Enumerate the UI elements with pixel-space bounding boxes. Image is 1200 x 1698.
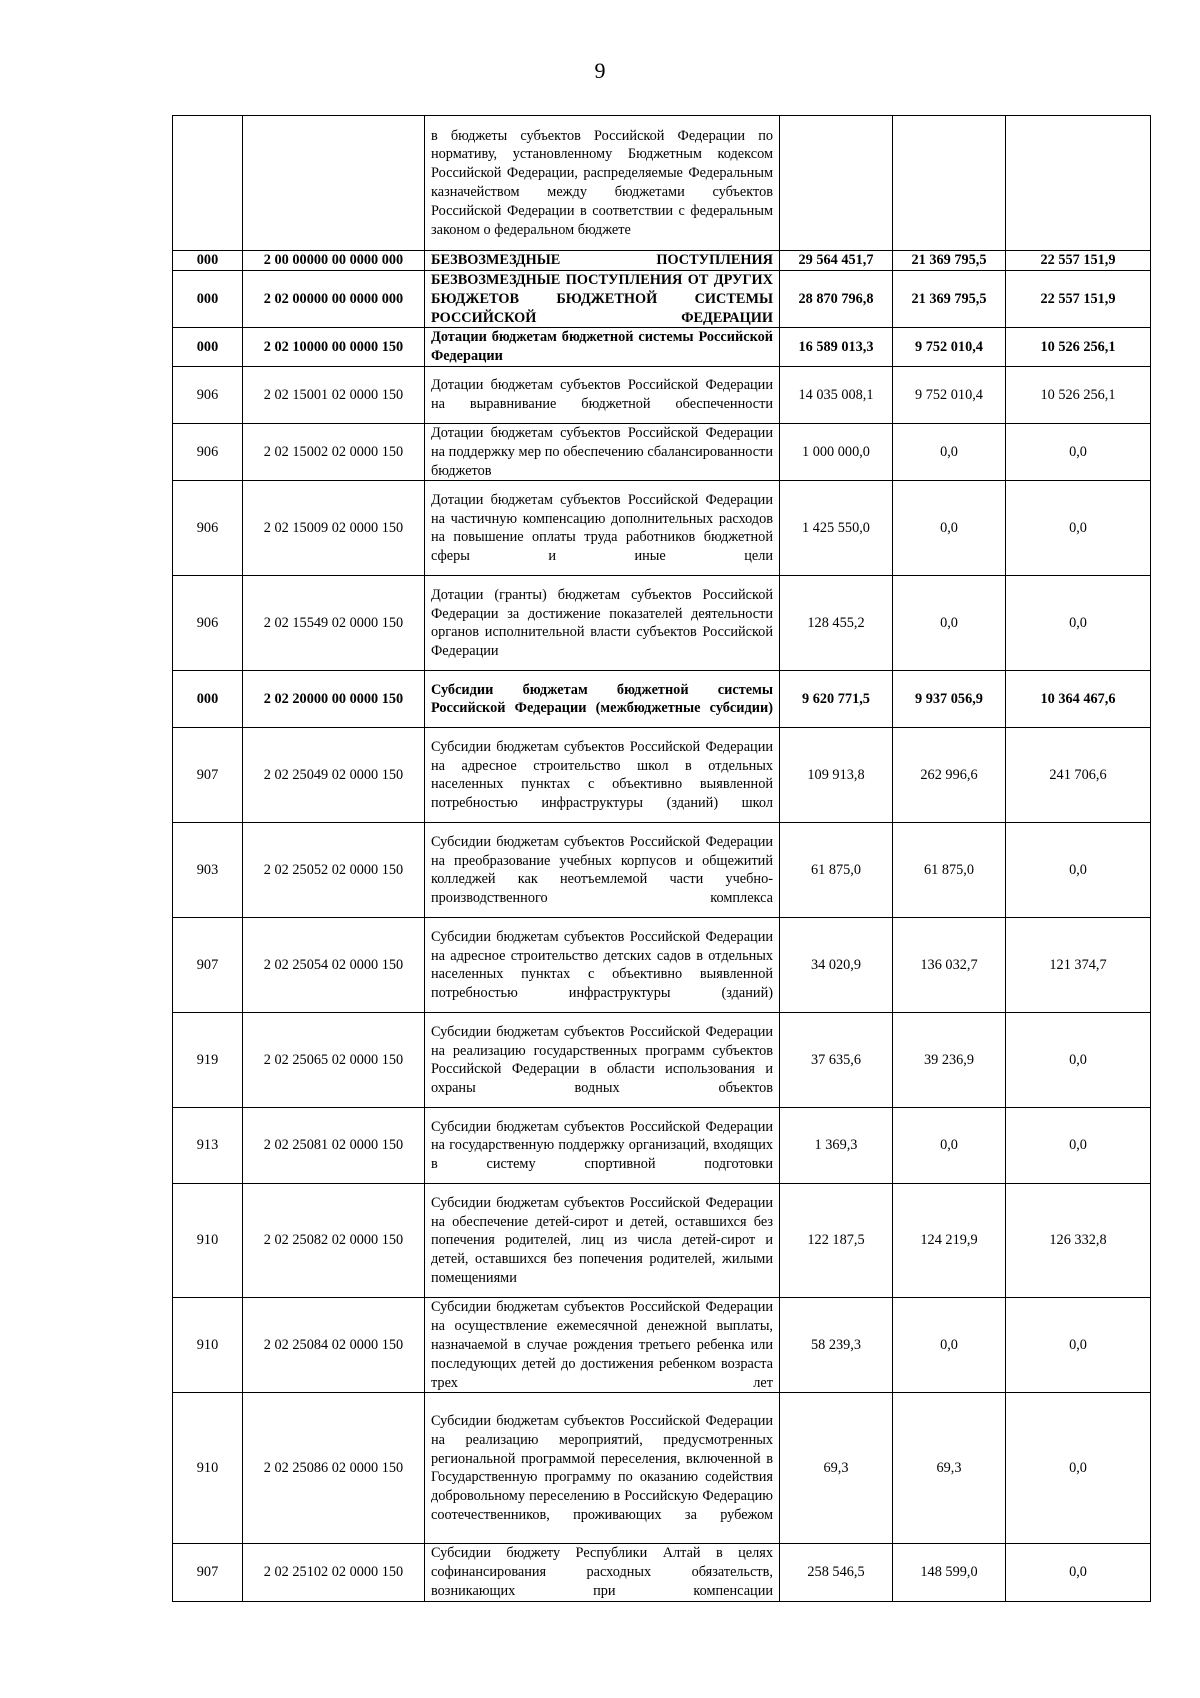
amount-year1-cell: 69,3 [780,1393,893,1544]
amount-year2-cell: 69,3 [893,1393,1006,1544]
amount-year3-cell [1006,116,1151,251]
revenue-name-cell: Субсидии бюджетам субъектов Российской Федерации на адресное строительство школ в отдельных населенных пунктах с объективно выявленной потребностью инфраструктуры (зданий) школ [425,728,780,823]
admin-code-cell: 910 [173,1184,243,1298]
revenue-name-cell: Субсидии бюджету Республики Алтай в целях софинансирования расходных обязательств, возникающих при компенсации [425,1544,780,1601]
amount-year1-cell: 34 020,9 [780,918,893,1013]
amount-year3-cell: 121 374,7 [1006,918,1151,1013]
admin-code-cell: 913 [173,1108,243,1184]
amount-year1-cell: 109 913,8 [780,728,893,823]
table-row [173,251,1151,271]
amount-year2-cell: 21 369 795,5 [893,251,1006,271]
table-row [173,271,1151,328]
amount-year1-cell: 58 239,3 [780,1298,893,1393]
classification-code-cell: 2 02 15002 02 0000 150 [243,423,425,480]
admin-code-cell: 906 [173,366,243,423]
table-row [173,1108,1151,1184]
revenue-name-cell: Субсидии бюджетам субъектов Российской Федерации на адресное строительство детских садов в отдельных населенных пунктах с объективно выявленной потребностью инфраструктуры (зданий) [425,918,780,1013]
classification-code-cell [243,116,425,251]
revenue-name-cell: БЕЗВОЗМЕЗДНЫЕ ПОСТУПЛЕНИЯ ОТ ДРУГИХ БЮДЖЕТОВ БЮДЖЕТНОЙ СИСТЕМЫ РОССИЙСКОЙ ФЕДЕРАЦИИ [425,271,780,328]
admin-code-cell: 907 [173,728,243,823]
amount-year1-cell: 29 564 451,7 [780,251,893,271]
amount-year2-cell: 0,0 [893,576,1006,671]
revenue-name-cell: Субсидии бюджетам субъектов Российской Федерации на преобразование учебных корпусов и общежитий колледжей как неотъемлемой части учебно-производственного комплекса [425,823,780,918]
classification-code-cell: 2 02 25049 02 0000 150 [243,728,425,823]
amount-year1-cell: 16 589 013,3 [780,328,893,367]
table-row [173,116,1151,251]
admin-code-cell: 903 [173,823,243,918]
table-row [173,328,1151,367]
amount-year2-cell: 21 369 795,5 [893,271,1006,328]
revenue-name-cell: Субсидии бюджетам субъектов Российской Федерации на обеспечение детей-сирот и детей, оставшихся без попечения родителей, лиц из числа детей-сирот и детей, оставшихся без попечения родителей, жилыми помещениями [425,1184,780,1298]
revenue-name-cell: Субсидии бюджетам субъектов Российской Федерации на осуществление ежемесячной денежной выплаты, назначаемой в случае рождения третьего ребенка или последующих детей до достижения ребенком возраста трех лет [425,1298,780,1393]
admin-code-cell: 000 [173,271,243,328]
classification-code-cell: 2 02 25081 02 0000 150 [243,1108,425,1184]
revenue-name-cell: Дотации (гранты) бюджетам субъектов Российской Федерации за достижение показателей деятельности органов исполнительной власти субъектов Российской Федерации [425,576,780,671]
amount-year1-cell: 61 875,0 [780,823,893,918]
classification-code-cell: 2 02 00000 00 0000 000 [243,271,425,328]
amount-year2-cell: 39 236,9 [893,1013,1006,1108]
amount-year1-cell: 258 546,5 [780,1544,893,1601]
amount-year3-cell: 22 557 151,9 [1006,251,1151,271]
amount-year3-cell: 0,0 [1006,576,1151,671]
amount-year2-cell: 124 219,9 [893,1184,1006,1298]
table-row [173,423,1151,480]
table-row [173,1298,1151,1393]
amount-year3-cell: 10 526 256,1 [1006,366,1151,423]
revenue-name-cell: Дотации бюджетам субъектов Российской Федерации на выравнивание бюджетной обеспеченности [425,366,780,423]
table-row [173,918,1151,1013]
table-row [173,1184,1151,1298]
admin-code-cell: 907 [173,1544,243,1601]
classification-code-cell: 2 02 15001 02 0000 150 [243,366,425,423]
amount-year2-cell: 0,0 [893,423,1006,480]
admin-code-cell: 906 [173,423,243,480]
page-number: 9 [594,58,606,83]
amount-year2-cell: 0,0 [893,1108,1006,1184]
amount-year2-cell: 262 996,6 [893,728,1006,823]
admin-code-cell: 919 [173,1013,243,1108]
table-row [173,1544,1151,1601]
table-body [173,116,1151,1602]
classification-code-cell: 2 02 25082 02 0000 150 [243,1184,425,1298]
amount-year1-cell: 14 035 008,1 [780,366,893,423]
amount-year2-cell: 61 875,0 [893,823,1006,918]
table-row [173,1393,1151,1544]
amount-year1-cell: 122 187,5 [780,1184,893,1298]
amount-year1-cell: 37 635,6 [780,1013,893,1108]
amount-year1-cell: 1 369,3 [780,1108,893,1184]
revenue-table [172,115,1151,1602]
amount-year1-cell: 128 455,2 [780,576,893,671]
admin-code-cell [173,116,243,251]
amount-year2-cell: 0,0 [893,1298,1006,1393]
revenue-name-cell: БЕЗВОЗМЕЗДНЫЕ ПОСТУПЛЕНИЯ [425,251,780,271]
amount-year2-cell: 148 599,0 [893,1544,1006,1601]
revenue-name-cell: Дотации бюджетам бюджетной системы Российской Федерации [425,328,780,367]
amount-year3-cell: 0,0 [1006,481,1151,576]
amount-year1-cell: 28 870 796,8 [780,271,893,328]
amount-year3-cell: 10 526 256,1 [1006,328,1151,367]
revenue-name-cell: Дотации бюджетам субъектов Российской Федерации на поддержку мер по обеспечению сбалансированности бюджетов [425,423,780,480]
amount-year1-cell: 9 620 771,5 [780,671,893,728]
amount-year3-cell: 10 364 467,6 [1006,671,1151,728]
amount-year3-cell: 0,0 [1006,1013,1151,1108]
revenue-name-cell: Дотации бюджетам субъектов Российской Федерации на частичную компенсацию дополнительных расходов на повышение оплаты труда работников бюджетной сферы и иные цели [425,481,780,576]
admin-code-cell: 000 [173,671,243,728]
classification-code-cell: 2 02 25102 02 0000 150 [243,1544,425,1601]
classification-code-cell: 2 02 15009 02 0000 150 [243,481,425,576]
admin-code-cell: 000 [173,328,243,367]
table-row [173,728,1151,823]
table-row [173,481,1151,576]
amount-year1-cell [780,116,893,251]
amount-year2-cell: 9 937 056,9 [893,671,1006,728]
table-row [173,823,1151,918]
amount-year3-cell: 0,0 [1006,823,1151,918]
admin-code-cell: 910 [173,1298,243,1393]
classification-code-cell: 2 02 25052 02 0000 150 [243,823,425,918]
revenue-name-cell: в бюджеты субъектов Российской Федерации по нормативу, установленному Бюджетным кодексом Российской Федерации, распределяемые Федеральным казначейством между бюджетами субъектов Российской Федерации в соответствии с федеральным законом о федеральном бюджете [425,116,780,251]
amount-year3-cell: 0,0 [1006,423,1151,480]
table-row [173,366,1151,423]
amount-year1-cell: 1 000 000,0 [780,423,893,480]
amount-year2-cell: 136 032,7 [893,918,1006,1013]
classification-code-cell: 2 02 10000 00 0000 150 [243,328,425,367]
revenue-name-cell: Субсидии бюджетам субъектов Российской Федерации на реализацию государственных программ субъектов Российской Федерации в области использования и охраны водных объектов [425,1013,780,1108]
revenue-name-cell: Субсидии бюджетам субъектов Российской Федерации на реализацию мероприятий, предусмотренных региональной программой переселения, включенной в Государственную программу по оказанию содействия добровольному переселению в Российскую Федерацию соотечественников, проживающих за рубежом [425,1393,780,1544]
classification-code-cell: 2 00 00000 00 0000 000 [243,251,425,271]
admin-code-cell: 906 [173,576,243,671]
classification-code-cell: 2 02 15549 02 0000 150 [243,576,425,671]
classification-code-cell: 2 02 25054 02 0000 150 [243,918,425,1013]
amount-year2-cell: 0,0 [893,481,1006,576]
amount-year2-cell: 9 752 010,4 [893,328,1006,367]
amount-year2-cell: 9 752 010,4 [893,366,1006,423]
amount-year2-cell [893,116,1006,251]
classification-code-cell: 2 02 25065 02 0000 150 [243,1013,425,1108]
admin-code-cell: 000 [173,251,243,271]
classification-code-cell: 2 02 25084 02 0000 150 [243,1298,425,1393]
amount-year1-cell: 1 425 550,0 [780,481,893,576]
table-row [173,576,1151,671]
revenue-name-cell: Субсидии бюджетам бюджетной системы Российской Федерации (межбюджетные субсидии) [425,671,780,728]
amount-year3-cell: 22 557 151,9 [1006,271,1151,328]
revenue-name-cell: Субсидии бюджетам субъектов Российской Федерации на государственную поддержку организаций, входящих в систему спортивной подготовки [425,1108,780,1184]
table-row [173,671,1151,728]
admin-code-cell: 910 [173,1393,243,1544]
amount-year3-cell: 0,0 [1006,1108,1151,1184]
amount-year3-cell: 0,0 [1006,1298,1151,1393]
amount-year3-cell: 126 332,8 [1006,1184,1151,1298]
classification-code-cell: 2 02 20000 00 0000 150 [243,671,425,728]
admin-code-cell: 907 [173,918,243,1013]
admin-code-cell: 906 [173,481,243,576]
amount-year3-cell: 0,0 [1006,1544,1151,1601]
amount-year3-cell: 241 706,6 [1006,728,1151,823]
amount-year3-cell: 0,0 [1006,1393,1151,1544]
table-row [173,1013,1151,1108]
classification-code-cell: 2 02 25086 02 0000 150 [243,1393,425,1544]
